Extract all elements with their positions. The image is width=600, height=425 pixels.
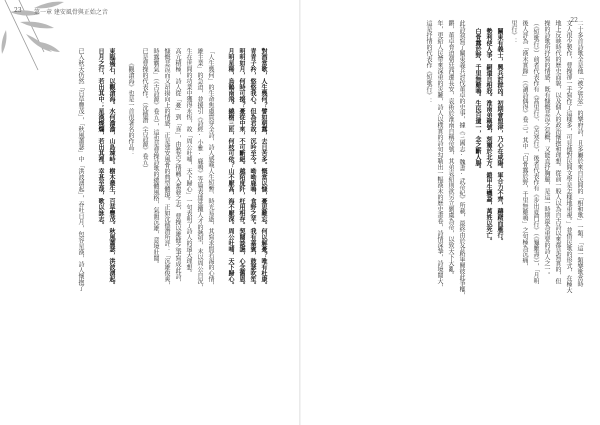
poem-line: 日月之行，若出其中；星漢燦爛，若出其裡。幸甚至哉，歌以詠志。	[97, 48, 104, 228]
text-column: 里行》：	[510, 20, 517, 44]
text-column: 慷慨悲涼而又昂揚向上的情感，正是建安風骨的典型體現。正如沈德潛所評：「沉雄俊爽，	[163, 48, 170, 288]
text-column: 已入秋天仍然「百草豐茂」，「秋風蕭瑟」中「洪波湧起」，吞吐日月，包容星漢，詩人懷抱了	[77, 48, 84, 291]
text-column: 時露霸氣」（《古詩源》卷五），這也是曹操詩歌的總體風格，氣韻沉雄，意境壯闊。	[152, 48, 159, 267]
page-number-left: 23	[14, 7, 22, 14]
text-column: 鏘，董卓脅迫朝廷西遷長安，袁術於淮南自稱帝號，其弟袁紹則欲另立劉虞為帝，以致天下大亂。	[447, 20, 454, 278]
running-title: 第一章 建安風骨與正始之音	[34, 9, 108, 16]
text-column: 地上反映時代的歷史面貌，以及個人的政治懷抱和理想。從前一般人以為自古詩以來都是寫實的，但	[554, 20, 561, 284]
text-column: 「人生幾何」的生命焦慮貫穿全詩，詩人感嘆人生短暫、時光易逝，其寫求賢若渴的心情，	[207, 48, 214, 288]
poem-line: 勢利使人爭，嗣還自相戕。淮南弟稱號，刻璽於北方。鎧甲生蟣蝨，萬姓以死亡。	[485, 28, 492, 244]
text-column: 文人很少製作，曹操卻一手寫作了這樣多，可見他對民間文學是怎樣地重視。」並借民歌的形式，在極大	[565, 20, 572, 293]
poem-line: 明明如月，何時可掇？憂從中來，不可斷絕。越陌度阡，枉用相存。契闊談讌，心念舊恩。	[238, 48, 245, 288]
page-number-right: 22	[570, 17, 578, 24]
text-column: （《短歌行》）前者代表作有《蒿里行》、《苦寒行》，後者代表作有《步出夏門行》（《龜雖壽》），「月明	[532, 20, 539, 284]
text-column: 已是曹操的代表作。（沈德潛《古詩源》卷五）	[141, 48, 148, 171]
text-column: 此詩敘寫了關東義兵討伐董卓的史事，據《三國志·魏書·武帝紀》所載，最終由於各路軍閥彼此爭權，	[458, 20, 465, 298]
poem-line: 白骨露於野，千里無雞鳴。生民百遺一，念之斷人腸。	[474, 28, 481, 172]
text-column: 操的詩歌所抒寫的情感，既有慷慨悲涼之氣概，又能直抒胸臆，是這一時期最為重要的詩人之一。	[543, 20, 550, 278]
poem-line: 月明星稀，烏鵲南飛。繞樹三匝，何枝可依？山不厭高，海不厭深。周公吐哺，天下歸心。	[227, 48, 234, 288]
poem-line: 東臨碣石，以觀滄海。水何澹澹，山島竦峙。樹木叢生，百草豐茂。秋風蕭瑟，洪波湧起。	[108, 48, 115, 288]
text-column: 這是抒情的代表作《短歌行》：	[425, 20, 432, 104]
text-column: 後人評為「漢末實錄」（《讀詩偶得》卷三）。其中「白骨露於野，千里無雞鳴」之句極為沉痛，	[521, 20, 528, 269]
text-column: 《觀滄海》也是一首很著名的作品：	[127, 60, 134, 156]
text-column: 雄主業」的急迫，並援引《詩經·小雅·鹿鳴》等篇表達延攬人才的熱望，末以周公自況，	[196, 48, 203, 290]
text-column: 年，更給人民帶來深重的災難，詩人以樸實的詩句勾勒出一幅漢末的歷史畫卷，詩情深摯，詩境闊大，	[436, 20, 443, 290]
poem-line: 青青子衿，悠悠我心。但為君故，沉吟至今。呦呦鹿鳴，食野之苹。我有嘉賓，鼓瑟吹笙。	[249, 48, 256, 288]
text-column: 生在世間的功業中獲得永恆，故「周公吐哺，天下歸心」一句表明了詩人的遠大理想。	[185, 48, 192, 276]
poem-line: 對酒當歌，人生幾何？譬如朝露，去日苦多。慨當以慷，憂思難忘。何以解憂？唯有杜康。	[260, 48, 267, 288]
text-column: 二十多首詩歌全是他「被之管弦」的樂府詩，且多屬於來自民間的「相和歌」一類。「這一類樂歌當時	[576, 20, 583, 287]
text-column: 高亢積極，詩人從「憂」到「喜」，由愁苦之情轉入奮發之志，曹操以雄健之筆寫成此詩，	[174, 48, 181, 285]
right-page	[300, 0, 600, 425]
poem-line: 關東有義士，興兵討群凶。初期會盟津，乃心在咸陽。軍合力不齊，躊躇而雁行。	[496, 28, 503, 244]
